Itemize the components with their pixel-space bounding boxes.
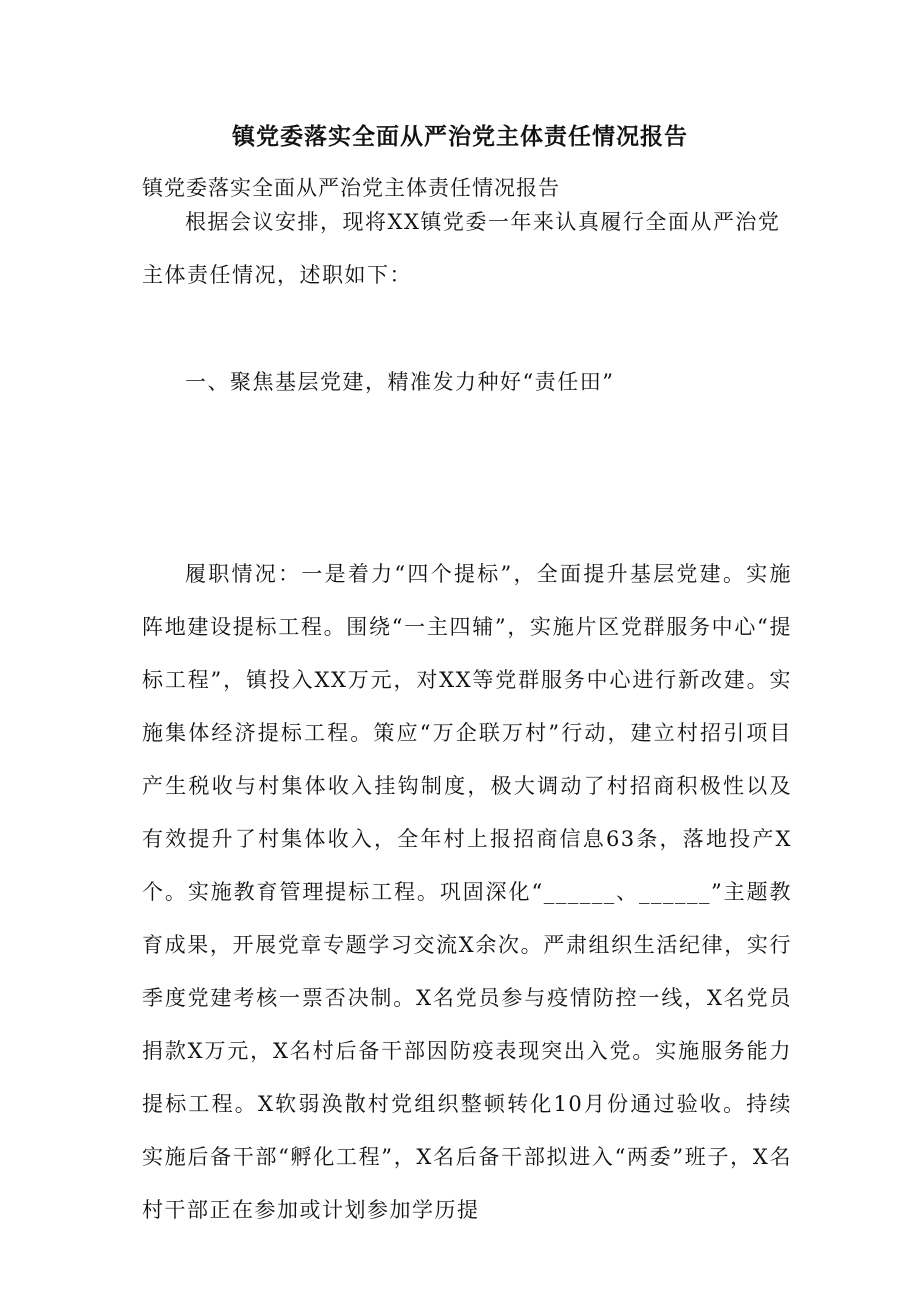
intro-paragraph: 根据会议安排，现将XX镇党委一年来认真履行全面从严治党主体责任情况，述职如下： (142, 210, 781, 287)
document-title: 镇党委落实全面从严治党主体责任情况报告 (232, 123, 688, 150)
section-heading: 一、聚焦基层党建，精准发力种好“责任田” (185, 370, 615, 394)
document-subtitle: 镇党委落实全面从严治党主体责任情况报告 (142, 176, 560, 200)
body-paragraph: 履职情况：一是着力“四个提标”，全面提升基层党建。实施阵地建设提标工程。围绕“一主四辅”，实施片区党群服务中心“提标工程”，镇投入XX万元，对XX等党群服务中心进行新改建。实施集体经济提标工程。策应“万企联万村”行动，建立村招引项目产生税收与村集体收入挂钩制度，极大调动了村招商积极性以及有效提升了村集体收入，全年村上报招商信息63条，落地投产X个。实施教育管理提标工程。巩固深化“______、______”主题教育成果，开展党章专题学习交流X余次。严肃组织生活纪律，实行季度党建考核一票否决制。X名党员参与疫情防控一线，X名党员捐款X万元，X名村后备干部因防疫表现突出入党。实施服务能力提标工程。X软弱涣散村党组织整顿转化10月份通过验收。持续实施后备干部“孵化工程”，X名后备干部拟进入“两委”班子，X名村干部正在参加或计划参加学历提 (142, 562, 792, 1222)
